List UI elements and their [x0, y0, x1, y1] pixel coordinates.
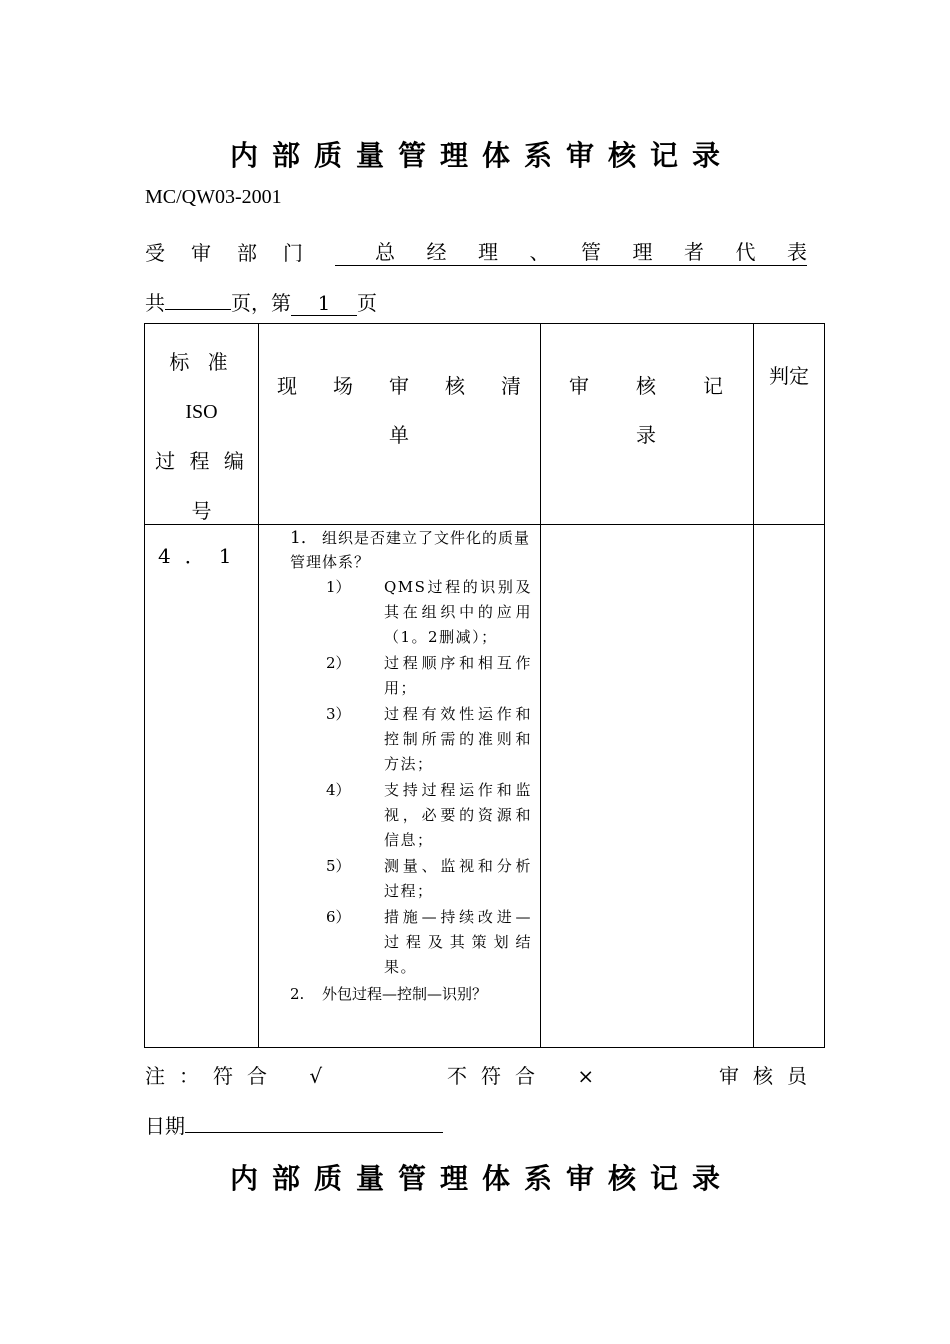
- legend-conform: [145, 1060, 322, 1089]
- clause-number: 4．1: [158, 544, 246, 568]
- date-field[interactable]: [185, 1132, 443, 1133]
- checklist-subitem: [290, 778, 532, 853]
- header-record-line: 审核记: [569, 374, 723, 398]
- header-record-line: 录: [636, 423, 656, 447]
- subitem-number: 6）: [326, 908, 351, 926]
- checklist-subitem: [290, 854, 532, 904]
- date-label: 日期: [145, 1114, 185, 1138]
- document-title: 内部质量管理体系审核记录: [229, 139, 734, 172]
- checklist-subitem: [290, 702, 532, 777]
- subitem-number: 1）: [326, 578, 351, 596]
- header-checklist-line: 现场审核清: [277, 374, 521, 398]
- audit-record-cell[interactable]: [541, 525, 751, 1046]
- auditor-label: 审核员: [718, 1064, 821, 1088]
- cross-mark-icon: ×: [577, 1064, 595, 1088]
- header-standard-line: 标 准: [169, 350, 234, 374]
- header-standard-clause: [145, 338, 258, 536]
- audited-department-row: [145, 237, 807, 266]
- legend-nonconform-label: 不符合: [446, 1064, 549, 1088]
- page-total-field[interactable]: [165, 309, 231, 310]
- subitem-number: 2）: [326, 654, 351, 672]
- legend-nonconform: [447, 1060, 594, 1089]
- header-checklist-line: 单: [389, 423, 409, 447]
- subitem-number: 4）: [326, 781, 351, 799]
- audited-department-value[interactable]: 总经理、管理者代表: [335, 239, 807, 266]
- checklist-item-number: 2.: [290, 985, 305, 1003]
- header-record: [569, 362, 723, 460]
- subitem-text: 过程有效性运作和控制所需的准则和方法；: [384, 705, 532, 773]
- header-judgement: 判定: [769, 364, 809, 388]
- checklist-subitem: [290, 905, 532, 980]
- check-mark-icon: √: [309, 1064, 323, 1088]
- page-mid: 页，第: [231, 291, 291, 315]
- header-checklist: [277, 362, 521, 460]
- checklist-subitem: [290, 575, 532, 650]
- page-current-field[interactable]: 1: [291, 291, 357, 316]
- judgement-cell[interactable]: [754, 525, 823, 1046]
- document-code: MC/QW03-2001: [145, 186, 282, 208]
- legend-conform-label: 注：符合: [145, 1064, 281, 1088]
- date-row: [145, 1110, 443, 1139]
- page-prefix: 共: [145, 291, 165, 315]
- subitem-text: 测量、监视和分析过程；: [384, 857, 532, 900]
- checklist-item: [290, 526, 532, 574]
- checklist-item-text: 组织是否建立了文件化的质量管理体系？: [290, 529, 531, 571]
- checklist-item-number: 1．: [290, 528, 318, 548]
- subitem-text: 支持过程运作和监视，必要的资源和信息；: [384, 781, 532, 849]
- audited-department-label: 受审部门: [145, 241, 329, 265]
- checklist-content: [290, 526, 532, 1006]
- subitem-number: 3）: [326, 705, 351, 723]
- page-suffix: 页: [357, 291, 377, 315]
- page-count-row: [145, 287, 377, 316]
- subitem-text: 措施—持续改进—过程及其策划结果。: [384, 908, 532, 976]
- checklist-item-text: 外包过程—控制—识别？: [322, 985, 488, 1003]
- legend-row: [145, 1060, 821, 1089]
- header-standard-line: 过 程 编: [155, 449, 248, 473]
- subitem-text: 过程顺序和相互作用；: [384, 654, 532, 697]
- header-standard-line: 号: [191, 498, 212, 523]
- subitem-number: 5）: [326, 857, 351, 875]
- checklist-item: [290, 982, 532, 1006]
- checklist-subitem: [290, 651, 532, 701]
- subitem-text: QMS过程的识别及其在组织中的应用（1。2删减）；: [384, 578, 532, 646]
- header-standard-line: ISO: [185, 400, 218, 423]
- table-divider: [258, 324, 259, 1047]
- next-page-title: 内部质量管理体系审核记录: [229, 1162, 734, 1195]
